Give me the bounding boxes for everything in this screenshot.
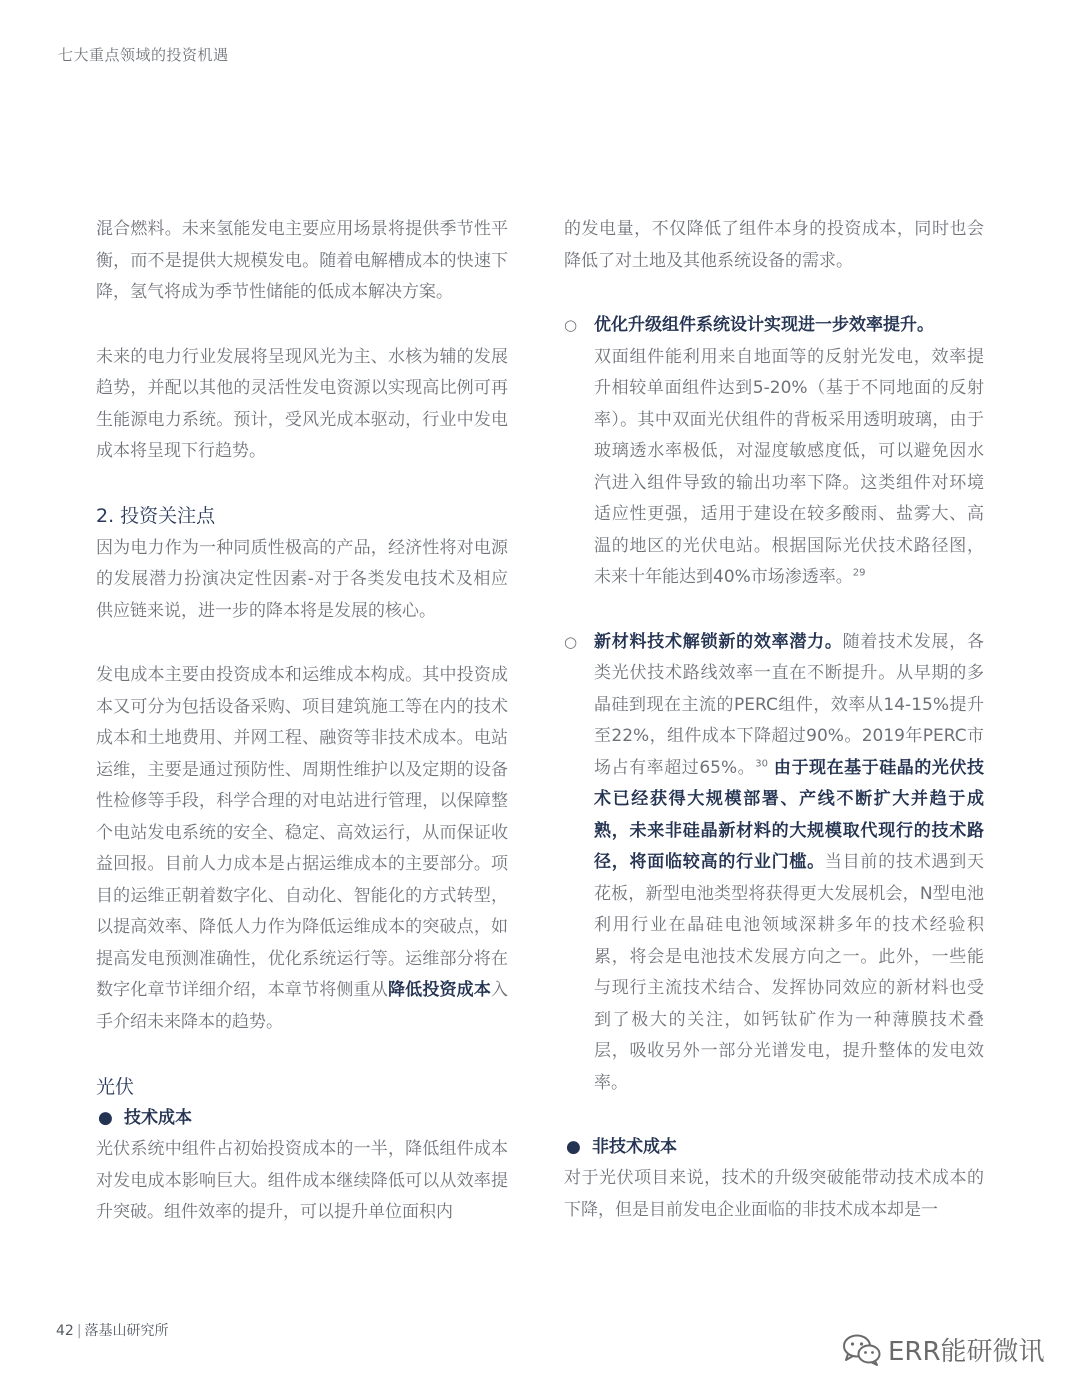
bullet-label: 技术成本 bbox=[124, 1108, 192, 1128]
sub-bullet-text bbox=[594, 627, 984, 1100]
page-footer bbox=[56, 1320, 169, 1340]
section-heading: 2. 投资关注点 bbox=[96, 504, 216, 527]
circle-bullet-icon: ○ bbox=[564, 632, 578, 651]
paragraph-text: 随着技术发展，各类光伏技术路线效率一直在不断提升。从早期的多晶硅到现在主流的PERC组件，效率从14-15%提升至22%，组件成本下降超过90%。2019年PERC市场占有率超过65%。 bbox=[594, 631, 985, 778]
sub-bullet-text bbox=[594, 310, 984, 594]
wechat-icon bbox=[842, 1333, 882, 1367]
paragraph: 的发电量，不仅降低了组件本身的投资成本，同时也会降低了对土地及其他系统设备的需求。 bbox=[564, 219, 984, 271]
running-header: 七大重点领域的投资机遇 bbox=[58, 46, 229, 64]
footer-org: 落基山研究所 bbox=[84, 1323, 169, 1339]
subsection-heading: 光伏 bbox=[96, 1076, 135, 1098]
emphasis-text: 优化升级组件系统设计实现进一步效率提升。 bbox=[594, 315, 934, 335]
sub-bullet bbox=[564, 310, 984, 594]
emphasis-text: 新材料技术解锁新的效率潜力。 bbox=[594, 631, 843, 652]
paragraph-text: 当目前的技术遇到天花板，新型电池类型将获得更大发展机会，N型电池利用行业在晶硅电池领域深耕多年的技术经验积累，将会是电池技术发展方向之一。此外，一些能与现行主流技术结合、发挥协同效应的新材料也受到了极大的关注，如钙钛矿作为一种薄膜技术叠层，吸收另外一部分光谱发电，提升整体的发电效率。 bbox=[594, 852, 985, 1093]
paragraph-text: 入手介绍未来降本的趋势。 bbox=[96, 980, 509, 1032]
footnote-ref: 29 bbox=[852, 567, 866, 579]
paragraph-text: 发电成本主要由投资成本和运维成本构成。其中投资成本又可分为包括设备采购、项目建筑施工等在内的技术成本和土地费用、并网工程、融资等非技术成本。电站运维，主要是通过预防性、周期性维护以及定期的设备性检修等手段，科学合理的对电站进行管理，以保障整个电站发电系统的安全、稳定、高效运行，从而保证收益回报。目前人力成本是占据运维成本的主要部分。项目的运维正朝着数字化、自动化、智能化的方式转型，以提高效率、降低人力作为降低运维成本的突破点，如提高发电预测准确性，优化系统运行等。运维部分将在数字化章节详细介绍，本章节将侧重从 bbox=[96, 665, 508, 1000]
paragraph-text: 双面组件能利用来自地面等的反射光发电，效率提升相较单面组件达到5-20%（基于不同地面的反射率）。其中双面光伏组件的背板采用透明玻璃，由于玻璃透水率极低，对湿度敏感度低，可以避免因水汽进入组件导致的输出功率下降。这类组件对环境适应性更强，适用于建设在较多酸雨、盐雾大、高温的地区的光伏电站。根据国际光伏技术路径图，未来十年能达到40%市场渗透率。 bbox=[594, 346, 984, 587]
circle-bullet-icon: ○ bbox=[564, 316, 578, 334]
footer-separator: | bbox=[76, 1323, 82, 1339]
left-column bbox=[96, 214, 508, 1229]
paragraph: 未来的电力行业发展将呈现风光为主、水核为辅的发展趋势，并配以其他的灵活性发电资源以实现高比例可再生能源电力系统。预计，受风光成本驱动，行业中发电成本将呈现下行趋势。 bbox=[96, 346, 508, 461]
paragraph: 因为电力作为一种同质性极高的产品，经济性将对电源的发展潜力扮演决定性因素-对于各类发电技术及相应供应链来说，进一步的降本将是发展的核心。 bbox=[96, 537, 508, 621]
right-column bbox=[564, 214, 984, 1226]
paragraph bbox=[96, 660, 508, 1038]
watermark-text: ERR能研微讯 bbox=[888, 1337, 1045, 1367]
bullet-heading bbox=[96, 1103, 508, 1134]
paragraph: 对于光伏项目来说，技术的升级突破能带动技术成本的下降，但是目前发电企业面临的非技术成本却是一 bbox=[564, 1168, 984, 1220]
bullet-icon: ● bbox=[566, 1137, 581, 1157]
watermark bbox=[842, 1331, 1045, 1368]
bullet-heading bbox=[564, 1132, 984, 1163]
emphasis-text: 降低投资成本 bbox=[387, 980, 492, 1000]
bullet-icon: ● bbox=[98, 1108, 113, 1128]
paragraph: 混合燃料。未来氢能发电主要应用场景将提供季节性平衡，而不是提供大规模发电。随着电解槽成本的快速下降，氢气将成为季节性储能的低成本解决方案。 bbox=[96, 219, 508, 302]
page-number: 42 bbox=[56, 1323, 74, 1339]
bullet-label: 非技术成本 bbox=[592, 1137, 677, 1157]
sub-bullet bbox=[564, 627, 984, 1100]
emphasis-text: 由于现在基于硅晶的光伏技术已经获得大规模部署、产线不断扩大并趋于成熟，未来非硅晶新材料的大规模取代现行的技术路径，将面临较高的行业门槛。 bbox=[594, 757, 985, 872]
paragraph: 光伏系统中组件占初始投资成本的一半，降低组件成本对发电成本影响巨大。组件成本继续降低可以从效率提升突破。组件效率的提升，可以提升单位面积内 bbox=[96, 1139, 508, 1222]
footnote-ref: 30 bbox=[755, 757, 768, 769]
